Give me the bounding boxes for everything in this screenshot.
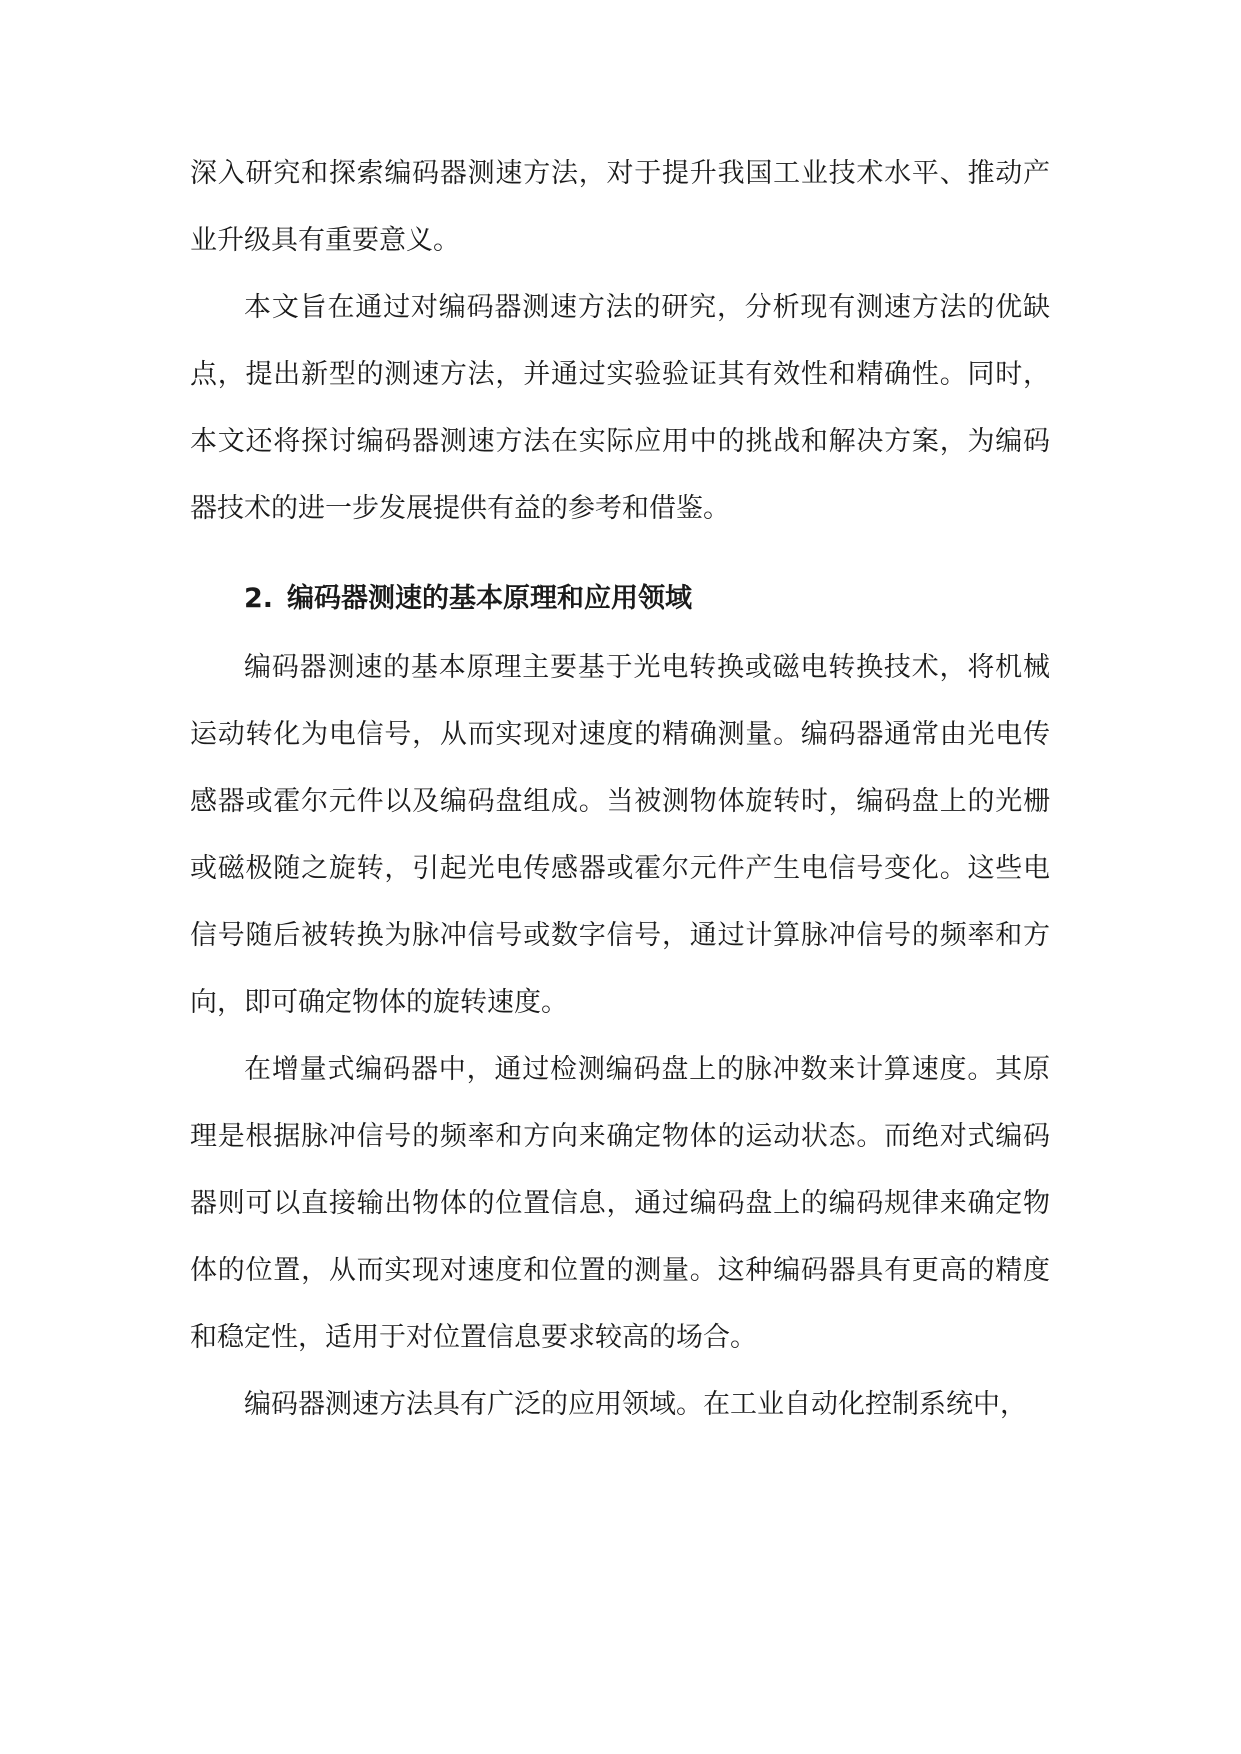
document-body [190, 140, 1050, 1438]
paragraph-principle: 编码器测速的基本原理主要基于光电转换或磁电转换技术，将机械运动转化为电信号，从而实现对速度的精确测量。编码器通常由光电传感器或霍尔元件以及编码盘组成。当被测物体旋转时，编码盘上的光栅或磁极随之旋转，引起光电传感器或霍尔元件产生电信号变化。这些电信号随后被转换为脉冲信号或数字信号，通过计算脉冲信号的频率和方向，即可确定物体的旋转速度。 [190, 652, 1050, 1018]
paragraph-purpose: 本文旨在通过对编码器测速方法的研究，分析现有测速方法的优缺点，提出新型的测速方法，并通过实验验证其有效性和精确性。同时，本文还将探讨编码器测速方法在实际应用中的挑战和解决方案，为编码器技术的进一步发展提供有益的参考和借鉴。 [190, 292, 1050, 524]
section-title: 编码器测速的基本原理和应用领域 [287, 583, 693, 614]
section-number: 2. [244, 583, 274, 614]
paragraph-applications: 编码器测速方法具有广泛的应用领域。在工业自动化控制系统中， [244, 1389, 1027, 1420]
paragraph-continuation: 深入研究和探索编码器测速方法，对于提升我国工业技术水平、推动产业升级具有重要意义。 [190, 158, 1050, 256]
section-heading [190, 564, 1050, 634]
paragraph-encoder-types: 在增量式编码器中，通过检测编码盘上的脉冲数来计算速度。其原理是根据脉冲信号的频率和方向来确定物体的运动状态。而绝对式编码器则可以直接输出物体的位置信息，通过编码盘上的编码规律来确定物体的位置，从而实现对速度和位置的测量。这种编码器具有更高的精度和稳定性，适用于对位置信息要求较高的场合。 [190, 1054, 1050, 1353]
